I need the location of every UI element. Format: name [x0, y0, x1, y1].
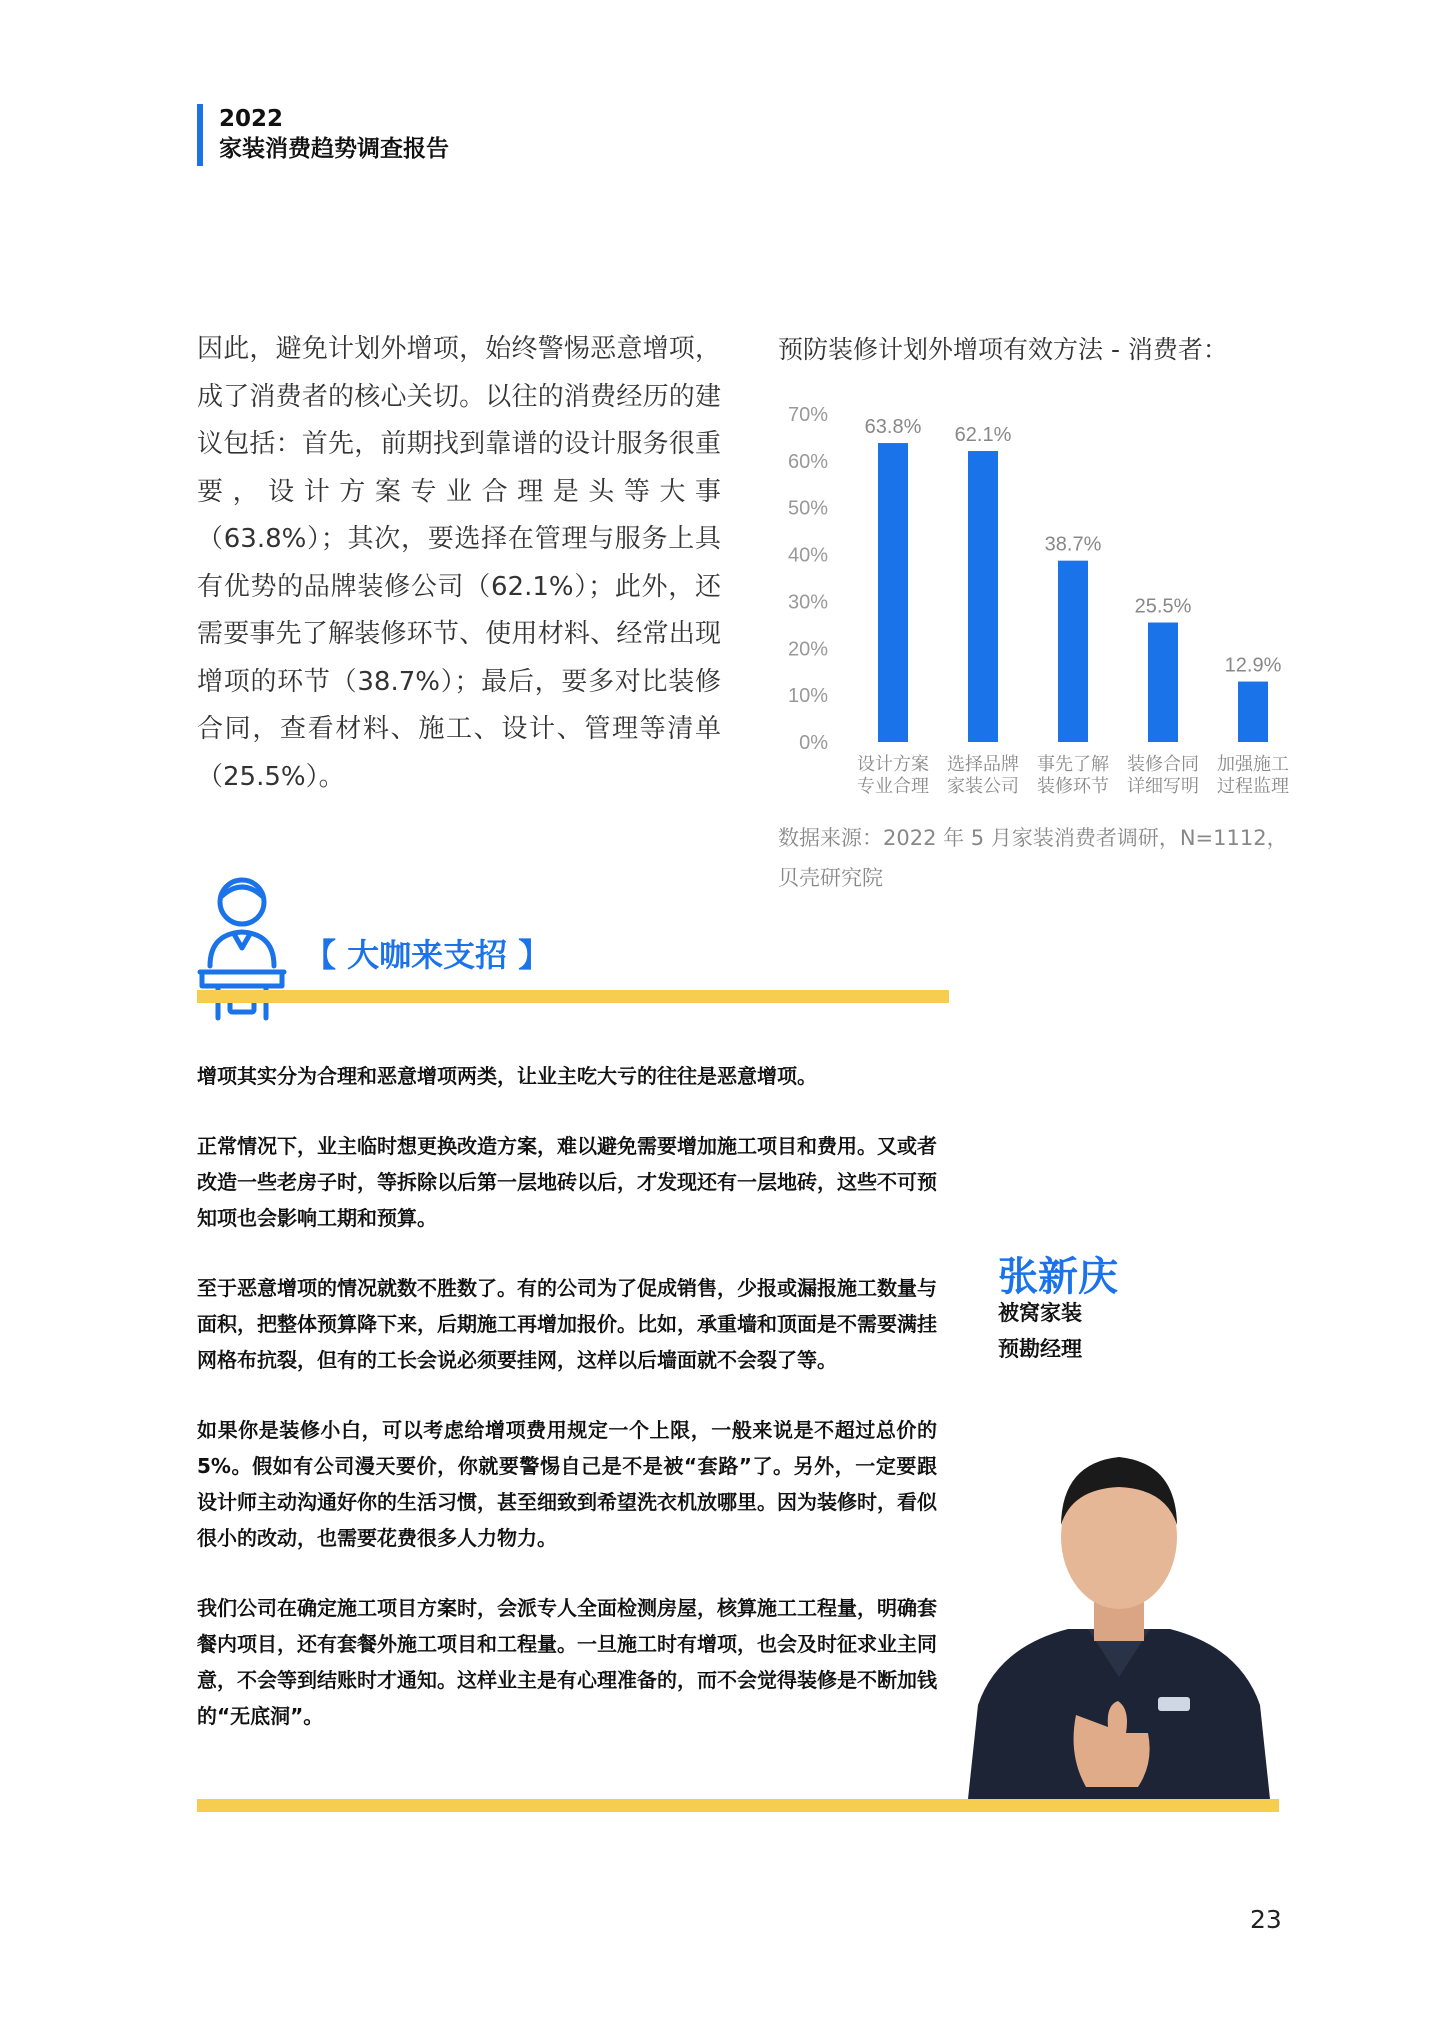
y-tick-label: 0% — [799, 732, 828, 754]
x-tick-label: 专业合理 — [857, 776, 929, 797]
expert-role: 预勘经理 — [998, 1337, 1082, 1361]
intro-paragraph: 因此，避免计划外增项，始终警惕恶意增项，成了消费者的核心关切。以往的消费经历的建议包括：首先，前期找到靠谱的设计服务很重要，设计方案专业合理是头等大事（63.8%）；其次，要选择在管理与服务上具有优势的品牌装修公司（62.1%）；此外，还需要事先了解装修环节、使用材料、经常出现增项的环节（38.7%）；最后，要多对比装修合同，查看材料、施工、设计、管理等清单（25.5%）。 — [197, 334, 721, 792]
report-title: 家装消费趋势调查报告 — [219, 136, 449, 162]
x-tick-label: 详细写明 — [1127, 776, 1199, 797]
y-tick-label: 70% — [787, 404, 828, 426]
chart-bar — [968, 451, 998, 742]
expert-name: 张新庆 — [998, 1254, 1118, 1300]
bar-value-label: 63.8% — [864, 416, 922, 439]
x-tick-label: 选择品牌 — [947, 754, 1019, 775]
x-tick-label: 事先了解 — [1037, 754, 1109, 775]
x-tick-label: 装修合同 — [1127, 754, 1199, 775]
chart-title: 预防装修计划外增项有效方法 - 消费者： — [778, 335, 1228, 364]
bar-value-label: 62.1% — [954, 424, 1012, 447]
y-tick-label: 40% — [787, 544, 828, 567]
y-tick-label: 10% — [787, 685, 828, 708]
page-number: 23 — [1250, 1905, 1282, 1934]
bar-value-label: 25.5% — [1134, 595, 1192, 618]
report-year: 2022 — [219, 106, 284, 132]
section-bottom-bar — [197, 1799, 1279, 1812]
report-header — [197, 104, 449, 166]
advice-paragraph-5: 我们公司在确定施工项目方案时，会派专人全面检测房屋，核算施工工程量，明确套餐内项目，还有套餐外施工项目和工程量。一旦施工时有增项，也会及时征求业主同意，不会等到结账时才通知。这样业主是有心理准备的，而不会觉得装修是不断加钱的“无底洞”。 — [197, 1596, 937, 1728]
heading-underline-bar — [197, 990, 949, 1003]
x-tick-label: 过程监理 — [1217, 776, 1289, 797]
advice-paragraph-2: 正常情况下，业主临时想更换改造方案，难以避免需要增加施工项目和费用。又或者改造一些老房子时，等拆除以后第一层地砖以后，才发现还有一层地砖，这些不可预知项也会影响工期和预算。 — [197, 1134, 937, 1230]
y-tick-label: 60% — [787, 450, 828, 473]
expert-portrait — [958, 1415, 1280, 1799]
chart-bar — [878, 443, 908, 742]
bar-value-label: 12.9% — [1224, 654, 1282, 677]
y-tick-label: 50% — [787, 497, 828, 520]
x-tick-label: 设计方案 — [857, 754, 929, 775]
advice-paragraph-4: 如果你是装修小白，可以考虑给增项费用规定一个上限，一般来说是不超过总价的5%。假如有公司漫天要价，你就要警惕自己是不是被“套路”了。另外，一定要跟设计师主动沟通好你的生活习惯，甚至细致到希望洗衣机放哪里。因为装修时，看似很小的改动，也需要花费很多人力物力。 — [197, 1418, 937, 1550]
y-tick-label: 20% — [787, 638, 828, 661]
advice-paragraph-1: 增项其实分为合理和恶意增项两类，让业主吃大亏的往往是恶意增项。 — [197, 1064, 817, 1088]
chart-bar — [1238, 682, 1268, 742]
chart-bar — [1058, 561, 1088, 742]
expert-company: 被窝家装 — [998, 1301, 1082, 1325]
chart-source: 数据来源：2022 年 5 月家装消费者调研，N=1112，贝壳研究院 — [778, 826, 1288, 890]
x-tick-label: 加强施工 — [1217, 754, 1289, 775]
chart-bar — [1148, 623, 1178, 742]
advice-paragraph-3: 至于恶意增项的情况就数不胜数了。有的公司为了促成销售，少报或漏报施工数量与面积，把整体预算降下来，后期施工再增加报价。比如，承重墙和顶面是不需要满挂网格布抗裂，但有的工长会说必须要挂网，这样以后墙面就不会裂了等。 — [197, 1276, 937, 1372]
x-tick-label: 装修环节 — [1037, 776, 1109, 797]
bar-chart — [770, 390, 1310, 810]
section-heading: 【 大咖来支招 】 — [304, 936, 551, 974]
expert-advice-text — [197, 1058, 937, 1768]
x-tick-label: 家装公司 — [947, 776, 1019, 797]
y-tick-label: 30% — [787, 591, 828, 614]
bar-value-label: 38.7% — [1044, 533, 1102, 556]
